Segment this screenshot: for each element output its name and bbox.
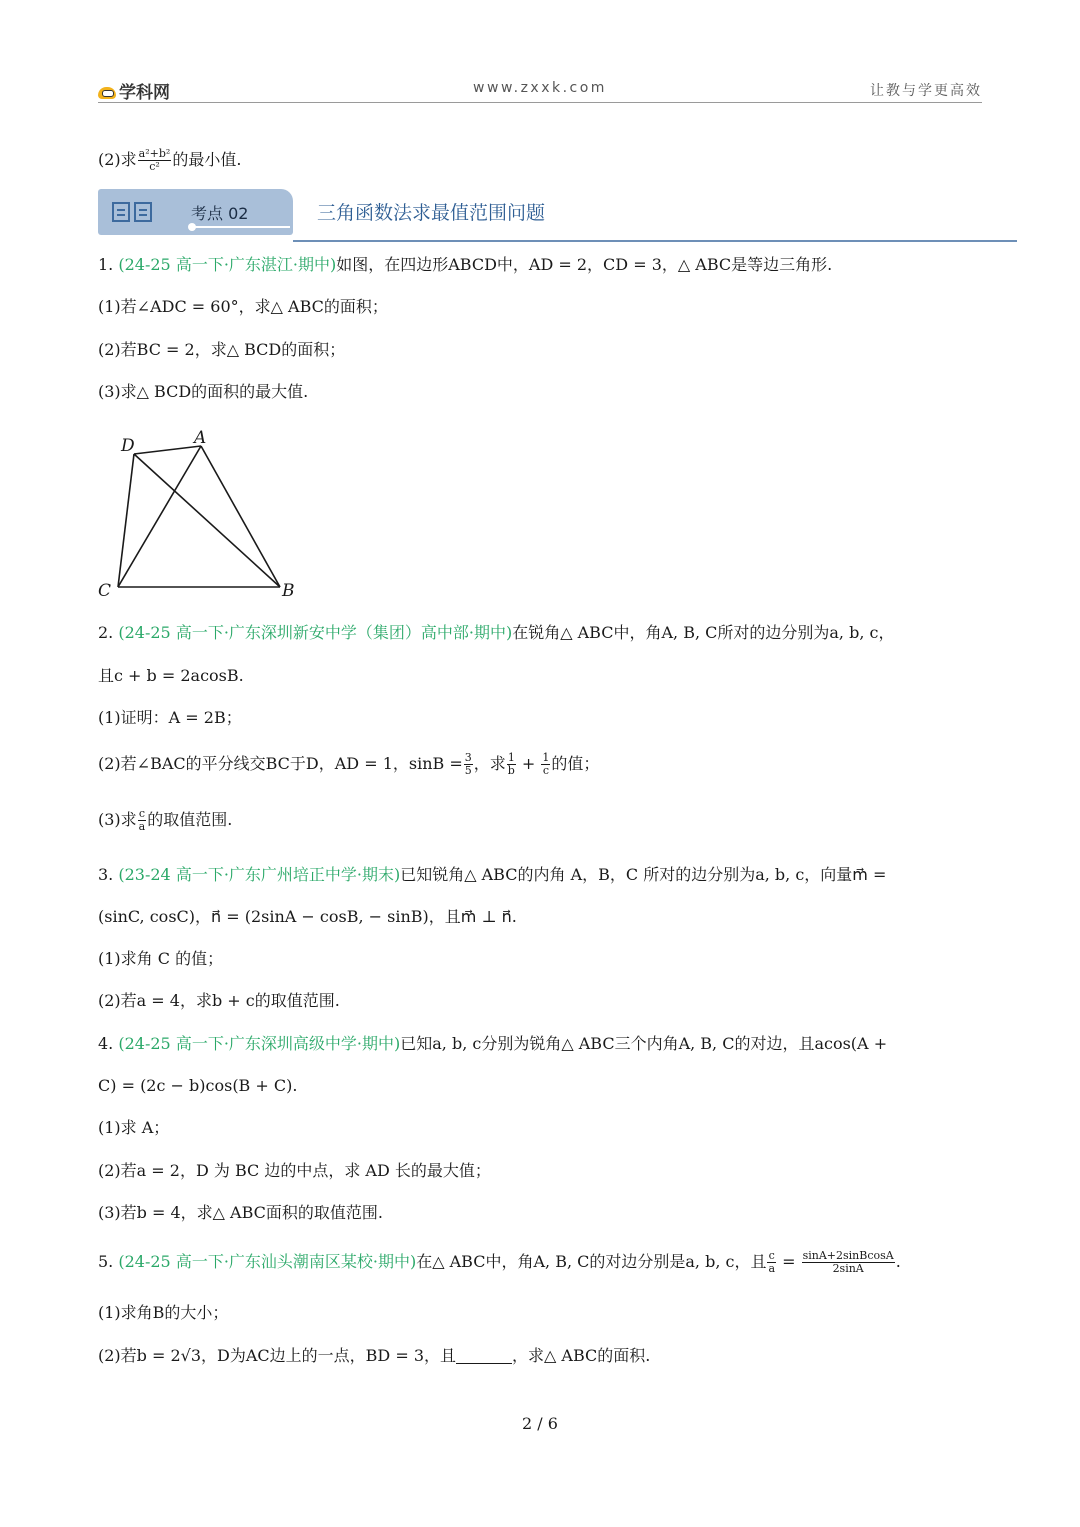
slogan: 让教与学更高效 bbox=[870, 83, 982, 99]
question-4-part-1: (1)求 A； bbox=[98, 1118, 170, 1137]
page-number: 2 / 6 bbox=[522, 1414, 558, 1433]
fraction: $\frac{1}{b}$ bbox=[507, 751, 515, 777]
segment-CD bbox=[118, 454, 134, 587]
fraction: $\frac{\text{sinA+2sinBcosA}}{2\sin A}$ bbox=[802, 1249, 894, 1275]
question-4-part-3: (3)若b = 4，求△ ABC面积的取值范围. bbox=[98, 1203, 383, 1222]
question-source: (24-25 高一下·广东汕头潮南区某校·期中) bbox=[118, 1252, 417, 1271]
answer-blank[interactable] bbox=[456, 1347, 512, 1364]
question-3-part-1: (1)求角 C 的值； bbox=[98, 949, 224, 968]
segment-DB bbox=[134, 454, 280, 587]
question-2-stem-cont: 且c + b = 2acosB. bbox=[98, 666, 244, 685]
vertex-label-D: D bbox=[121, 436, 135, 456]
question-2-part-1: (1)证明：A = 2B； bbox=[98, 708, 242, 727]
quadrilateral-figure bbox=[96, 424, 306, 604]
question-2-part-3: (3)求 $\frac{c}{a}$ 的取值范围. bbox=[98, 807, 233, 833]
site-url: www.zxxk.com bbox=[473, 80, 607, 96]
question-source: (24-25 高一下·广东湛江·期中) bbox=[118, 255, 337, 274]
fraction: $\frac{1}{c}$ bbox=[542, 751, 550, 777]
question-1-part-2: (2)若BC = 2，求△ BCD的面积； bbox=[98, 340, 346, 359]
prev-part-2: (2)求 $\frac{\text{a²+b²}}{\text{c²}}$ 的最小值. bbox=[98, 147, 242, 173]
question-1-part-3: (3)求△ BCD的面积的最大值. bbox=[98, 382, 309, 401]
vertex-label-C: C bbox=[98, 581, 112, 601]
question-5-part-1: (1)求角B的大小； bbox=[98, 1303, 229, 1322]
fraction: $\frac{c}{a}$ bbox=[768, 1249, 776, 1275]
question-3-part-2: (2)若a = 4，求b + c的取值范围. bbox=[98, 991, 340, 1010]
fraction: $\frac{3}{5}$ bbox=[464, 751, 472, 777]
segment-DA bbox=[134, 446, 201, 454]
question-1-stem: 1. (24-25 高一下·广东湛江·期中)如图，在四边形ABCD中，AD = 2，CD = 3，△ ABC是等边三角形. bbox=[98, 255, 833, 274]
question-3-stem-cont: (sinC, cosC)，n⃗ = (2sinA − cosB, − sinB)，且m⃗ ⊥ n⃗. bbox=[98, 907, 517, 926]
book-icon bbox=[112, 202, 156, 224]
question-2-part-2: (2)若∠BAC的平分线交BC于D，AD = 1，sinB = $\frac{3}{5}$ ，求 $\frac{1}{b}$ + $\frac{1}{c}$ 的值； bbox=[98, 751, 600, 777]
question-5-stem: 5. (24-25 高一下·广东汕头潮南区某校·期中)在△ ABC中，角A, B, C的对边分别是a, b, c，且 $\frac{c}{a}$ = $\frac{\text{sinA+2sinBcosA}}{2\sin A}$ . bbox=[98, 1249, 901, 1275]
question-source: (24-25 高一下·广东深圳新安中学（集团）高中部·期中) bbox=[118, 623, 513, 642]
question-4-stem: 4. (24-25 高一下·广东深圳高级中学·期中)已知a, b, c分别为锐角△ ABC三个内角A, B, C的对边，且acos(A + bbox=[98, 1034, 888, 1053]
question-5-part-2: (2)若b = 2√3，D为AC边上的一点，BD = 3，且 ，求△ ABC的面积. bbox=[98, 1346, 651, 1365]
question-source: (24-25 高一下·广东深圳高级中学·期中) bbox=[118, 1034, 401, 1053]
question-3-stem: 3. (23-24 高一下·广东广州培正中学·期末)已知锐角△ ABC的内角 A，B，C 所对的边分别为a, b, c，向量m⃗ = bbox=[98, 865, 887, 884]
vertex-label-B: B bbox=[282, 581, 295, 601]
question-4-part-2: (2)若a = 2，D 为 BC 边的中点，求 AD 长的最大值； bbox=[98, 1161, 491, 1180]
question-2-stem: 2. (24-25 高一下·广东深圳新安中学（集团）高中部·期中)在锐角△ ABC中，角A, B, C所对的边分别为a, b, c， bbox=[98, 623, 895, 642]
logo-text: 学科网 bbox=[119, 83, 170, 103]
segment-AB bbox=[201, 446, 280, 587]
question-source: (23-24 高一下·广东广州培正中学·期末) bbox=[118, 865, 401, 884]
section-divider bbox=[293, 240, 1017, 242]
fraction: $\frac{c}{a}$ bbox=[138, 807, 146, 833]
segment-CA bbox=[118, 446, 201, 587]
page-header bbox=[98, 76, 982, 103]
section-label: 考点 02 bbox=[191, 204, 249, 223]
section-title: 三角函数法求最值范围问题 bbox=[317, 202, 546, 224]
vertex-label-A: A bbox=[194, 428, 207, 448]
question-1-part-1: (1)若∠ADC = 60°，求△ ABC的面积； bbox=[98, 297, 388, 316]
fraction: $\frac{\text{a²+b²}}{\text{c²}}$ bbox=[138, 147, 171, 173]
question-4-stem-cont: C) = (2c − b)cos(B + C). bbox=[98, 1076, 298, 1095]
